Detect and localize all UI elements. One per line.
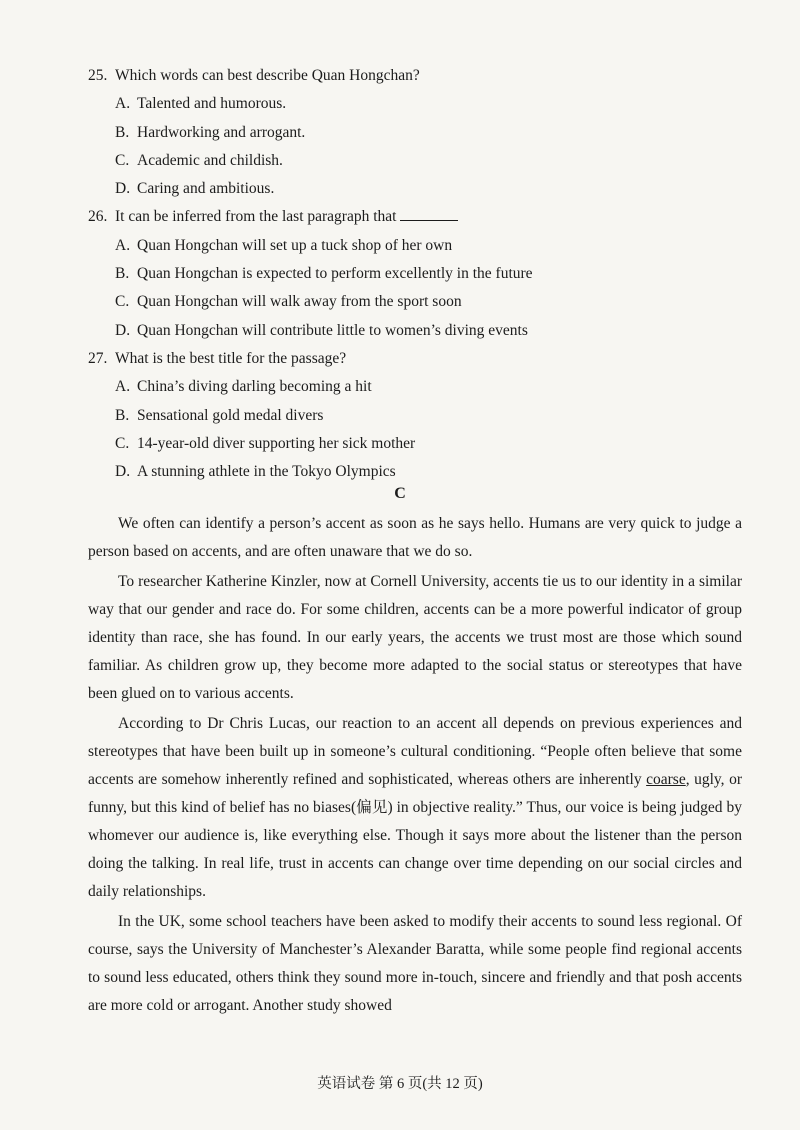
option-letter: A. [115,236,131,254]
option-text: Quan Hongchan will set up a tuck shop of her own [137,236,453,254]
question-26-stem [88,203,738,231]
option-text: China’s diving darling becoming a hit [137,378,372,396]
question-25-option-c [88,147,738,175]
option-letter: C. [115,151,130,169]
question-25-option-d [88,175,738,203]
question-27-option-d [88,458,738,486]
question-number: 26. [88,208,108,226]
question-25-option-b [88,119,738,147]
question-26-option-a [88,232,738,260]
option-letter: C. [115,434,130,452]
passage-paragraph-3 [88,710,742,906]
passage-paragraph-1: We often can identify a person’s accent as soon as he says hello. Humans are very quick to judge a person based on accents, and are often unaware that we do so. [88,515,742,560]
question-26-option-d [88,317,738,345]
option-text: Quan Hongchan will walk away from the sport soon [137,293,462,311]
option-text: Quan Hongchan will contribute little to women’s diving events [137,321,528,339]
option-text: Academic and childish. [137,151,283,169]
question-list [88,62,738,486]
passage-paragraph-4: In the UK, some school teachers have been asked to modify their accents to sound less regional. Of course, says the University of Manchester’s Alexander Baratta, while some people find regional accents to sound less educated, others think they sound more in-touch, sincere and friendly and that posh accents are more cold or arrogant. Another study showed [88,913,742,1014]
page-footer: 英语试卷 第 6 页(共 12 页) [317,1076,483,1092]
option-letter: B. [115,265,130,283]
option-text: Quan Hongchan is expected to perform excellently in the future [137,265,533,283]
question-26-option-b [88,260,738,288]
option-letter: D. [115,180,131,198]
question-text: Which words can best describe Quan Hongchan? [115,67,420,84]
question-number: 27. [88,349,108,367]
passage-paragraph-2: To researcher Katherine Kinzler, now at Cornell University, accents tie us to our identity in a similar way that our gender and race do. For some children, accents can be a more powerful indicator of group identity than race, she has found. In our early years, the accents we trust most are those which sound familiar. As children grow up, they become more adapted to the social status or stereotypes that have been glued on to various accents. [88,573,742,702]
option-letter: C. [115,293,130,311]
answer-blank [400,206,458,221]
question-text: It can be inferred from the last paragraph that [115,208,397,226]
option-text: Sensational gold medal divers [137,406,324,424]
question-text: What is the best title for the passage? [115,349,347,367]
question-26-option-c [88,288,738,316]
paragraph-text: , ugly, or funny, but this kind of belief has no biases(偏见) in objective reality.” Thus, our voice is being judged by whomever our audience is, like everything else. Though it says more about the listener than the person doing the talking. In real life, trust in accents can change over time depending on our social circles and daily relationships. [88,771,742,900]
option-text: Caring and ambitious. [137,180,275,198]
question-25-stem [88,62,738,90]
option-text: Hardworking and arrogant. [137,123,306,141]
section-title: C [394,485,406,502]
option-letter: B. [115,123,130,141]
option-letter: D. [115,463,131,481]
underlined-word: coarse [646,771,686,788]
option-letter: A. [115,95,131,113]
question-number: 25. [88,67,108,84]
option-text: A stunning athlete in the Tokyo Olympics [137,463,396,481]
option-letter: B. [115,406,130,424]
reading-passage [88,510,742,1022]
paragraph-text: According to Dr Chris Lucas, our reaction to an accent all depends on previous experiences and stereotypes that have been built up in someone’s cultural conditioning. “People often believe that some accents are somehow inherently refined and sophisticated, whereas others are inherently [88,715,742,788]
option-text: Talented and humorous. [137,95,287,113]
question-27-option-a [88,373,738,401]
option-letter: D. [115,321,131,339]
option-letter: A. [115,378,131,396]
question-27-option-c [88,430,738,458]
option-text: 14-year-old diver supporting her sick mother [137,434,416,452]
question-27-option-b [88,402,738,430]
question-25-option-a [88,90,738,118]
question-27-stem [88,345,738,373]
